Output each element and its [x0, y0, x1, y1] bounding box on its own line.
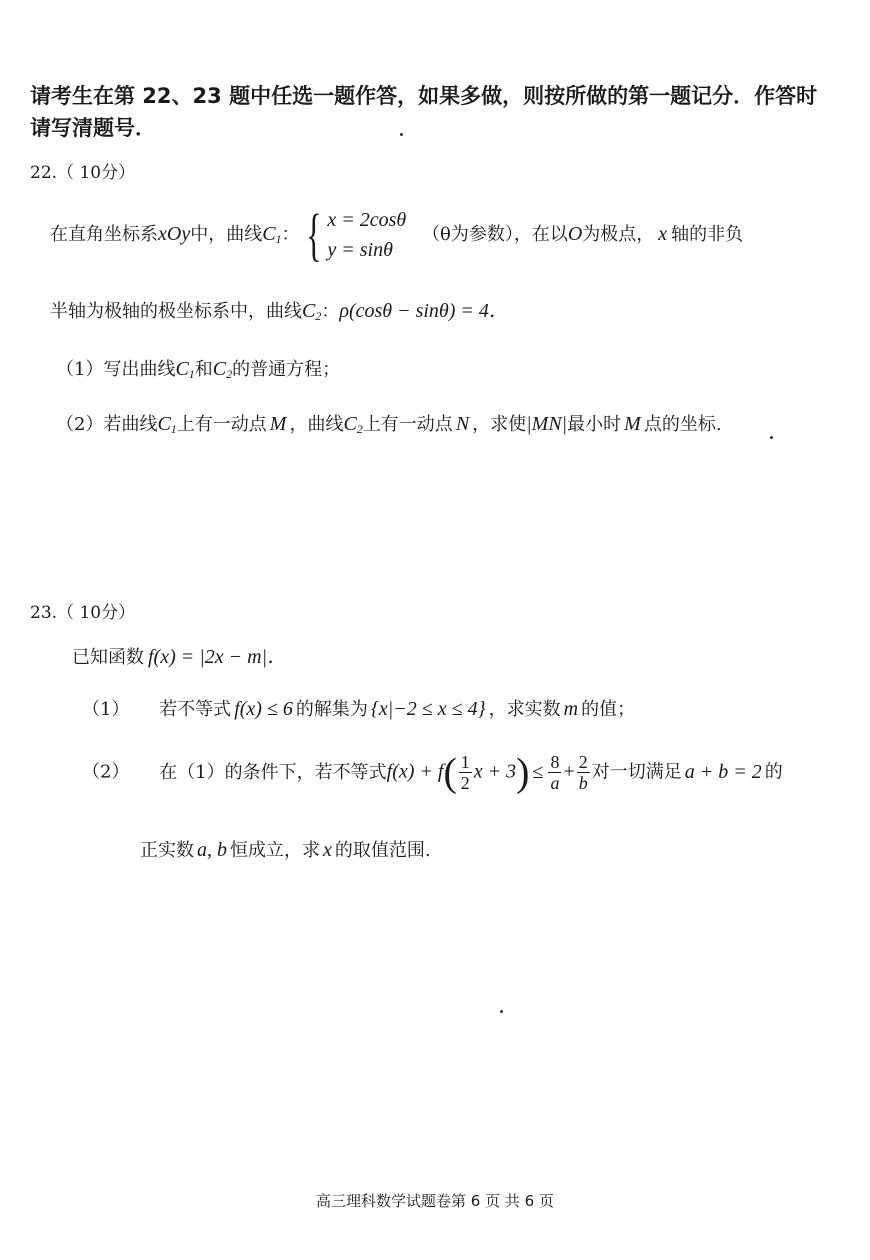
- q22-x: x: [658, 223, 668, 245]
- q22-l2a: 半轴为极轴的极坐标系中，曲线: [50, 301, 302, 322]
- q22-l1c: 中，曲线: [190, 224, 263, 245]
- q22-header: 22.（ 10分）: [30, 163, 136, 183]
- q23-part1: （1） 若不等式 f(x) ≤ 6 的解集为 {x|−2 ≤ x ≤ 4} ，求实数 m 的值；: [82, 698, 636, 720]
- scan-speck: [770, 436, 773, 439]
- q22-line2: [50, 294, 509, 324]
- fraction-half: $\frac{1}{2}$: [460, 752, 470, 793]
- q23-part2: （2） 在（1）的条件下，若不等式f(x) + f( $\frac{1}{2}$ x + 3) ≤ $\frac{8}{a}$ + $\frac{2}{b}$ 对一切满足 a + b = 2 的: [82, 749, 783, 795]
- system-brace: {: [305, 202, 322, 267]
- inequality-1: f(x) ≤ 6: [234, 698, 293, 720]
- scan-speck: [500, 1010, 503, 1013]
- q23-line1: 已知函数 f(x) = |2x − m|．: [72, 646, 288, 668]
- q23-part2-cont: 正实数 a, b 恒成立，求 x 的取值范围.: [140, 839, 431, 861]
- q23-header: 23.（ 10分）: [30, 603, 136, 623]
- fraction-8-a: $\frac{8}{a}$: [550, 752, 560, 793]
- q22-l1d: （θ为参数），在以: [421, 224, 568, 245]
- q22-l1a: 在直角坐标系: [50, 224, 158, 245]
- page-footer: 高三理科数学试题卷第 6 页 共 6 页: [316, 1192, 554, 1210]
- q22-part2: （2）若曲线$C_1$上有一动点 M ，曲线$C_2$上有一动点 N ，求使|MN|最小时 M 点的坐标.: [56, 413, 722, 436]
- q22-xoy: xOy: [158, 223, 191, 245]
- system-eq2: y = sinθ: [327, 239, 393, 261]
- q22-part1: （1）写出曲线$C_1$和$C_2$的普通方程；: [56, 358, 341, 381]
- param-system: [327, 205, 406, 265]
- q22-c1: $C_1$: [262, 223, 282, 246]
- scan-speck: [400, 133, 403, 136]
- function-def: f(x) = |2x − m|．: [148, 646, 288, 668]
- solution-set: {x|−2 ≤ x ≤ 4}: [370, 698, 486, 720]
- polar-equation: ρ(cosθ − sinθ) = 4．: [339, 300, 509, 322]
- q22-c2: $C_2$: [302, 300, 322, 323]
- q22-l1f: 为极点，: [582, 224, 655, 245]
- mn-distance: |MN|: [526, 413, 568, 435]
- q22-colon: ：: [281, 224, 300, 245]
- instruction-text: 请考生在第 22、23 题中任选一题作答，如果多做，则按所做的第一题记分．作答时请写清题号．: [30, 84, 818, 140]
- q22-origin: O: [567, 223, 583, 245]
- fraction-2-b: $\frac{2}{b}$: [578, 752, 588, 793]
- q22-l1h: 轴的非负: [671, 224, 744, 245]
- q22-line1: [50, 202, 744, 267]
- system-eq1: x = 2cosθ: [327, 209, 407, 231]
- q22-l2b: ：: [321, 301, 340, 322]
